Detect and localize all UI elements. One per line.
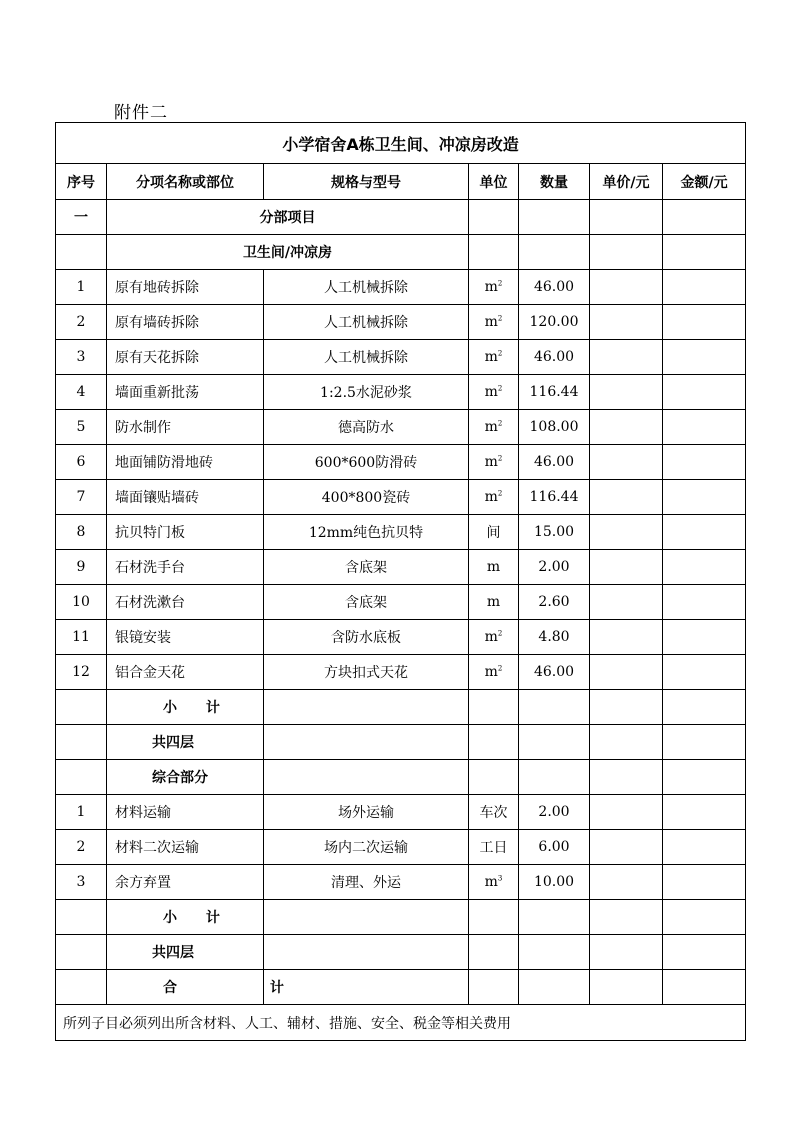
row-amount — [663, 865, 746, 900]
row-unit — [469, 515, 519, 550]
row-name: 原有地砖拆除 — [107, 270, 264, 305]
row-seq: 3 — [56, 865, 107, 900]
header-qty: 数量 — [519, 164, 590, 200]
section1-seq: 一 — [56, 200, 107, 235]
row-amount — [663, 445, 746, 480]
row-unit-text: m — [486, 594, 501, 610]
table-row — [56, 270, 746, 305]
row-qty: 120.00 — [519, 305, 590, 340]
row-qty: 108.00 — [519, 410, 590, 445]
section2-subtotal: 小 计 — [107, 900, 264, 935]
row-price — [590, 795, 663, 830]
header-row — [56, 164, 746, 200]
table-row — [56, 585, 746, 620]
row-unit — [469, 620, 519, 655]
grand-total: 合 计 — [107, 970, 264, 1005]
header-price: 单价/元 — [590, 164, 663, 200]
row-seq: 2 — [56, 830, 107, 865]
row-seq: 6 — [56, 445, 107, 480]
row-name: 余方弃置 — [107, 865, 264, 900]
row-amount — [663, 585, 746, 620]
row-amount — [663, 340, 746, 375]
row-unit — [469, 445, 519, 480]
row-spec: 600*600防滑砖 — [264, 445, 469, 480]
row-qty: 116.44 — [519, 480, 590, 515]
row-seq: 1 — [56, 270, 107, 305]
grand-total-row — [56, 970, 746, 1005]
header-seq: 序号 — [56, 164, 107, 200]
table-row — [56, 655, 746, 690]
title-row — [56, 123, 746, 164]
row-name: 铝合金天花 — [107, 655, 264, 690]
row-amount — [663, 375, 746, 410]
row-seq: 11 — [56, 620, 107, 655]
quotation-table — [55, 122, 746, 1041]
row-unit-text: m — [484, 419, 498, 435]
row-unit — [469, 375, 519, 410]
row-qty: 2.00 — [519, 550, 590, 585]
table-row — [56, 305, 746, 340]
table-row — [56, 795, 746, 830]
row-amount — [663, 830, 746, 865]
row-qty: 10.00 — [519, 865, 590, 900]
row-spec: 人工机械拆除 — [264, 305, 469, 340]
row-name: 原有墙砖拆除 — [107, 305, 264, 340]
row-price — [590, 515, 663, 550]
row-seq: 1 — [56, 795, 107, 830]
row-unit-text: m — [484, 489, 498, 505]
row-unit — [469, 795, 519, 830]
section1-subtotal: 小 计 — [107, 690, 264, 725]
row-name: 材料二次运输 — [107, 830, 264, 865]
row-unit-text: m — [484, 664, 498, 680]
row-spec: 含底架 — [264, 585, 469, 620]
row-name: 地面铺防滑地砖 — [107, 445, 264, 480]
row-price — [590, 270, 663, 305]
row-qty: 4.80 — [519, 620, 590, 655]
section1-sub-row — [56, 235, 746, 270]
row-unit-text: m — [484, 384, 498, 400]
row-unit — [469, 655, 519, 690]
row-unit-text: m — [486, 559, 501, 575]
row-amount — [663, 550, 746, 585]
row-amount — [663, 480, 746, 515]
row-qty: 46.00 — [519, 655, 590, 690]
row-amount — [663, 655, 746, 690]
row-price — [590, 620, 663, 655]
row-qty: 46.00 — [519, 340, 590, 375]
row-price — [590, 445, 663, 480]
table-row — [56, 445, 746, 480]
row-spec: 场内二次运输 — [264, 830, 469, 865]
row-spec: 400*800瓷砖 — [264, 480, 469, 515]
row-spec: 含底架 — [264, 550, 469, 585]
row-spec: 1:2.5水泥砂浆 — [264, 375, 469, 410]
row-amount — [663, 795, 746, 830]
row-spec: 12mm纯色抗贝特 — [264, 515, 469, 550]
table-row — [56, 340, 746, 375]
row-spec: 场外运输 — [264, 795, 469, 830]
row-name: 原有天花拆除 — [107, 340, 264, 375]
row-spec: 方块扣式天花 — [264, 655, 469, 690]
section2-subtotal-row — [56, 900, 746, 935]
row-price — [590, 410, 663, 445]
section1-sub-label: 卫生间/冲凉房 — [107, 235, 469, 270]
row-seq: 10 — [56, 585, 107, 620]
row-seq: 9 — [56, 550, 107, 585]
row-unit — [469, 830, 519, 865]
table-title: 小学宿舍A栋卫生间、冲凉房改造 — [56, 123, 746, 164]
row-price — [590, 480, 663, 515]
row-name: 材料运输 — [107, 795, 264, 830]
section2-floors-row — [56, 935, 746, 970]
row-unit-exponent: 2 — [497, 384, 503, 393]
section2-label: 综合部分 — [107, 760, 264, 795]
header-unit: 单位 — [469, 164, 519, 200]
table-row — [56, 410, 746, 445]
row-unit-exponent: 2 — [497, 314, 503, 323]
row-unit-text: m — [484, 629, 498, 645]
table-row — [56, 830, 746, 865]
row-seq: 12 — [56, 655, 107, 690]
row-amount — [663, 410, 746, 445]
table-row — [56, 515, 746, 550]
row-spec: 人工机械拆除 — [264, 270, 469, 305]
row-unit-exponent: 3 — [497, 874, 503, 883]
section2-label-row — [56, 760, 746, 795]
section1-row — [56, 200, 746, 235]
row-name: 银镜安装 — [107, 620, 264, 655]
row-seq: 4 — [56, 375, 107, 410]
row-seq: 3 — [56, 340, 107, 375]
row-unit-exponent: 2 — [497, 279, 503, 288]
row-unit-exponent: 2 — [497, 629, 503, 638]
note-text: 所列子目必须列出所含材料、人工、辅材、措施、安全、税金等相关费用 — [56, 1005, 746, 1041]
table-row — [56, 375, 746, 410]
row-seq: 5 — [56, 410, 107, 445]
row-price — [590, 865, 663, 900]
row-qty: 46.00 — [519, 445, 590, 480]
row-qty: 46.00 — [519, 270, 590, 305]
row-unit-exponent: 2 — [497, 349, 503, 358]
attachment-label: 附件二 — [114, 103, 168, 123]
row-name: 石材洗手台 — [107, 550, 264, 585]
row-unit-text: m — [484, 874, 498, 890]
row-spec: 德高防水 — [264, 410, 469, 445]
row-unit — [469, 305, 519, 340]
row-name: 墙面重新批荡 — [107, 375, 264, 410]
header-item: 分项名称或部位 — [107, 164, 264, 200]
row-unit-text: 工日 — [479, 840, 508, 856]
row-unit-text: m — [484, 349, 498, 365]
row-qty: 6.00 — [519, 830, 590, 865]
row-unit-text: m — [484, 454, 498, 470]
row-price — [590, 550, 663, 585]
row-name: 石材洗漱台 — [107, 585, 264, 620]
row-unit — [469, 550, 519, 585]
row-seq: 2 — [56, 305, 107, 340]
row-unit — [469, 340, 519, 375]
section1-label: 分部项目 — [107, 200, 469, 235]
section1-floors-row — [56, 725, 746, 760]
row-qty: 15.00 — [519, 515, 590, 550]
row-unit — [469, 480, 519, 515]
row-unit — [469, 410, 519, 445]
row-unit-text: m — [484, 279, 498, 295]
section1-subtotal-row — [56, 690, 746, 725]
row-unit — [469, 865, 519, 900]
row-amount — [663, 270, 746, 305]
table-row — [56, 620, 746, 655]
section1-floors: 共四层 — [107, 725, 264, 760]
row-unit-exponent: 2 — [497, 454, 503, 463]
row-amount — [663, 305, 746, 340]
row-name: 抗贝特门板 — [107, 515, 264, 550]
row-price — [590, 340, 663, 375]
row-unit-exponent: 2 — [497, 489, 503, 498]
table-row — [56, 480, 746, 515]
row-unit-exponent: 2 — [497, 664, 503, 673]
row-qty: 2.60 — [519, 585, 590, 620]
row-seq: 8 — [56, 515, 107, 550]
section2-floors: 共四层 — [107, 935, 264, 970]
row-spec: 含防水底板 — [264, 620, 469, 655]
row-amount — [663, 515, 746, 550]
row-unit — [469, 585, 519, 620]
row-name: 墙面镶贴墙砖 — [107, 480, 264, 515]
note-row — [56, 1005, 746, 1041]
row-spec: 人工机械拆除 — [264, 340, 469, 375]
row-spec: 清理、外运 — [264, 865, 469, 900]
row-name: 防水制作 — [107, 410, 264, 445]
row-unit-text: 间 — [486, 525, 501, 541]
row-qty: 2.00 — [519, 795, 590, 830]
row-price — [590, 655, 663, 690]
row-unit-text: m — [484, 314, 498, 330]
row-qty: 116.44 — [519, 375, 590, 410]
row-seq: 7 — [56, 480, 107, 515]
row-price — [590, 375, 663, 410]
header-amount: 金额/元 — [663, 164, 746, 200]
row-price — [590, 830, 663, 865]
row-price — [590, 305, 663, 340]
header-spec: 规格与型号 — [264, 164, 469, 200]
table-row — [56, 865, 746, 900]
row-unit — [469, 270, 519, 305]
row-unit-text: 车次 — [479, 805, 508, 821]
table-row — [56, 550, 746, 585]
row-unit-exponent: 2 — [497, 419, 503, 428]
row-price — [590, 585, 663, 620]
row-amount — [663, 620, 746, 655]
